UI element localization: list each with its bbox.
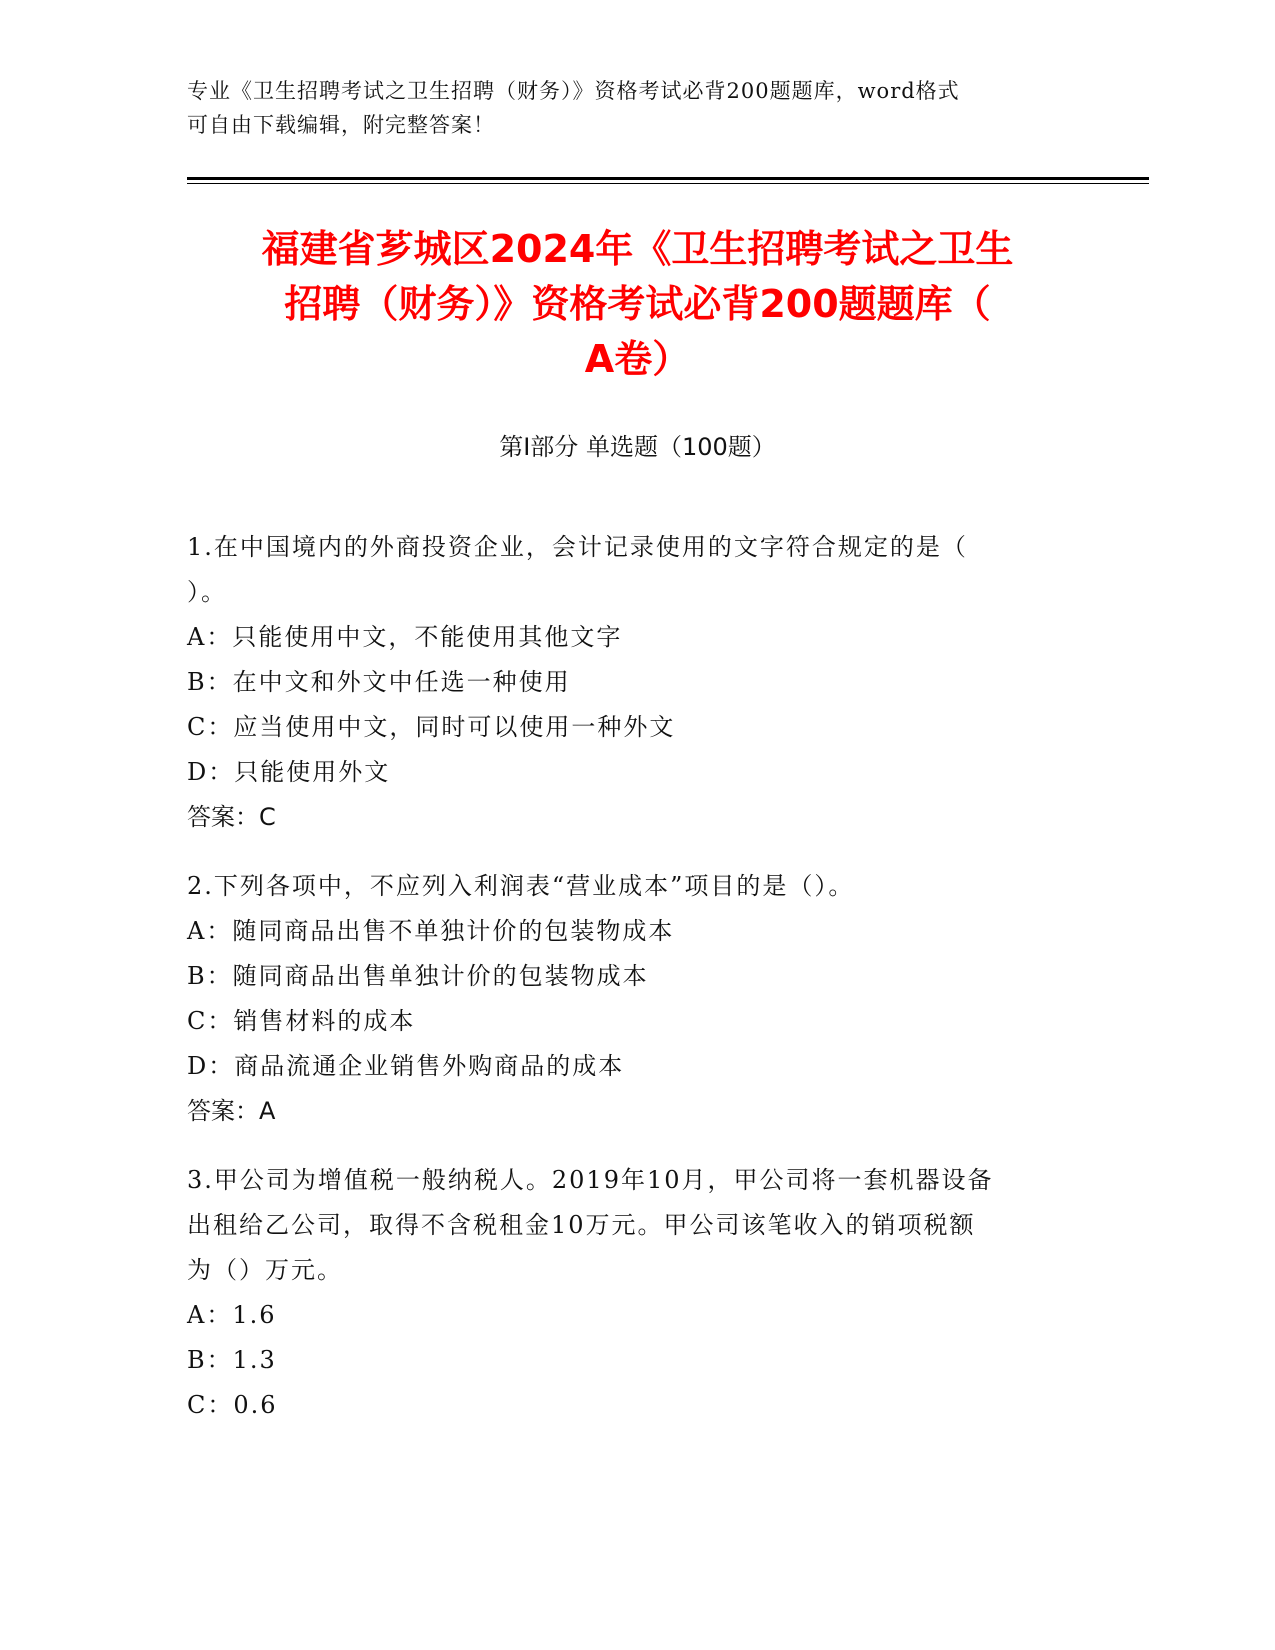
header-note-line: 可自由下载编辑，附完整答案！ — [187, 113, 495, 137]
option-a: A：随同商品出售不单独计价的包装物成本 — [187, 917, 675, 945]
question-stem: ）。 — [187, 578, 227, 606]
option-b: B：随同商品出售单独计价的包装物成本 — [187, 962, 649, 990]
title-line: 招聘（财务）》资格考试必背200题题库（ — [284, 282, 991, 326]
option-c: C：销售材料的成本 — [187, 1007, 416, 1035]
question-stem: 1.在中国境内的外商投资企业，会计记录使用的文字符合规定的是（ — [187, 533, 968, 561]
question-2 — [187, 864, 1087, 1134]
answer-label: 答案：C — [187, 803, 276, 831]
option-b: B：在中文和外文中任选一种使用 — [187, 668, 571, 696]
option-d: D：商品流通企业销售外购商品的成本 — [187, 1052, 625, 1080]
option-a: A：1.6 — [187, 1301, 277, 1329]
answer-label: 答案：A — [187, 1097, 276, 1125]
header-divider-thick — [187, 177, 1149, 180]
question-stem: 2.下列各项中，不应列入利润表“营业成本”项目的是（）。 — [187, 872, 855, 900]
title-line: A卷） — [584, 337, 691, 381]
title-line: 福建省芗城区2024年《卫生招聘考试之卫生 — [261, 227, 1014, 271]
option-b: B：1.3 — [187, 1346, 277, 1374]
option-a: A：只能使用中文，不能使用其他文字 — [187, 623, 623, 651]
header-divider-thin — [187, 183, 1149, 184]
document-title — [160, 222, 1115, 387]
question-3 — [187, 1158, 1087, 1428]
option-c: C：应当使用中文，同时可以使用一种外文 — [187, 713, 676, 741]
question-list — [187, 525, 1087, 1452]
question-1 — [187, 525, 1087, 840]
section-title: 第I部分 单选题（100题） — [499, 433, 776, 461]
question-stem: 为（）万元。 — [187, 1256, 343, 1284]
question-stem: 3.甲公司为增值税一般纳税人。2019年10月，甲公司将一套机器设备 — [187, 1166, 994, 1194]
option-c: C：0.6 — [187, 1391, 278, 1419]
option-d: D：只能使用外文 — [187, 758, 391, 786]
header-note — [187, 74, 1087, 142]
question-stem: 出租给乙公司，取得不含税租金10万元。甲公司该笔收入的销项税额 — [187, 1211, 976, 1239]
header-note-line: 专业《卫生招聘考试之卫生招聘（财务）》资格考试必背200题题库，word格式 — [187, 79, 960, 103]
